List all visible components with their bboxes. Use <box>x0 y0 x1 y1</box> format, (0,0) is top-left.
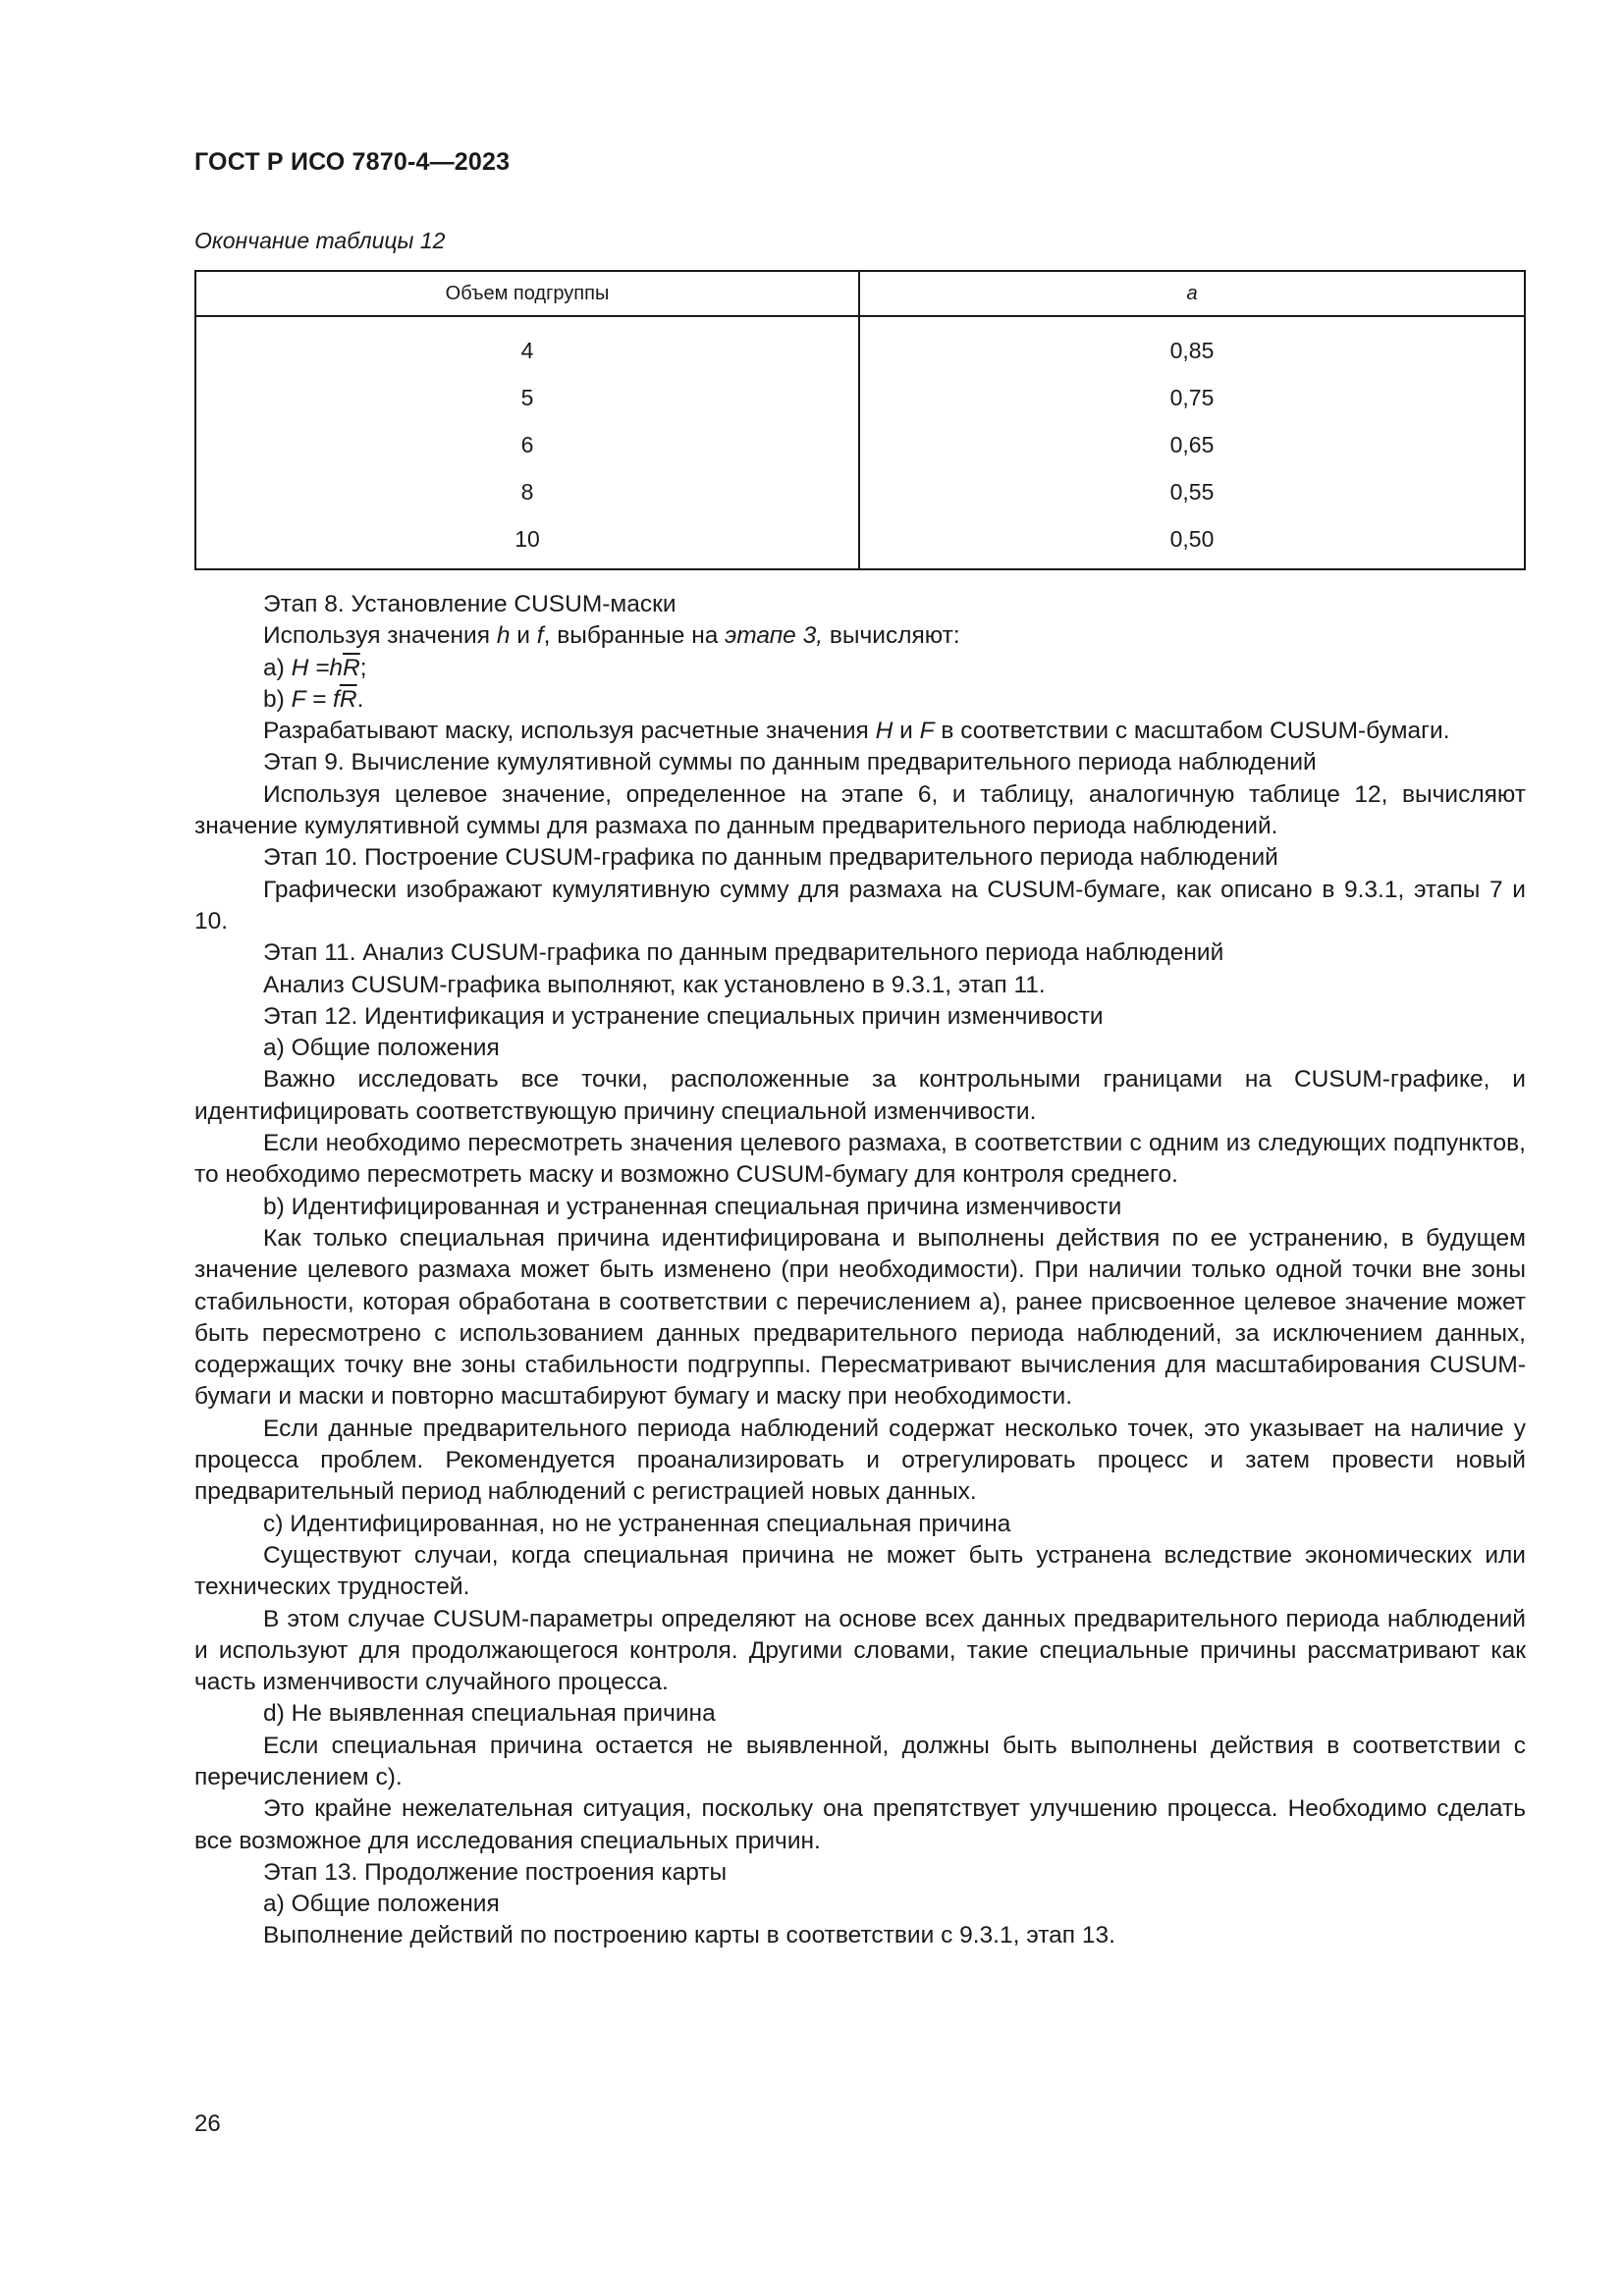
table-row <box>195 316 1525 374</box>
table-cell-subgroup-size: 8 <box>195 468 859 515</box>
page-number: 26 <box>194 2110 221 2137</box>
paragraph <box>194 716 1526 747</box>
text-run: в соответствии с масштабом CUSUM-бумаги. <box>934 718 1450 745</box>
paragraph: В этом случае CUSUM-параметры определяют на основе всех данных предварительного периода наблюдений и используют для продолжающегося контроля. Другими словами, такие специальные причины рассматривают как часть изменчивости случайного процесса. <box>194 1605 1526 1696</box>
text-run: Используя значения <box>263 622 497 650</box>
subheading-d: d) Не выявленная специальная причина <box>263 1700 716 1728</box>
body-text <box>194 589 1526 1952</box>
table-cell-subgroup-size: 6 <box>195 421 859 468</box>
paragraph: Это крайне нежелательная ситуация, поскольку она препятствует улучшению процесса. Необходимо сделать все возможное для исследования специальных причин. <box>194 1795 1526 1854</box>
table-row <box>195 421 1525 468</box>
paragraph: Важно исследовать все точки, расположенные за контрольными границами на CUSUM-графике, и идентифицировать соответствующую причину специальной изменчивости. <box>194 1066 1526 1125</box>
step-reference: этапе 3, <box>725 622 824 650</box>
table-row <box>195 515 1525 569</box>
step-13-heading: Этап 13. Продолжение построения карты <box>263 1858 728 1886</box>
subheading-b: b) Идентифицированная и устраненная специальная причина изменчивости <box>263 1193 1122 1220</box>
paragraph <box>194 620 1526 652</box>
text-run: и <box>510 622 537 650</box>
r-bar-symbol: $\overline{R}$ <box>343 654 360 681</box>
step-11-heading: Этап 11. Анализ CUSUM-графика по данным предварительного периода наблюдений <box>263 939 1224 967</box>
text-run: и <box>893 718 920 745</box>
paragraph: Графически изображают кумулятивную сумму для размаха на CUSUM-бумаге, как описано в 9.3.1, этапы 7 и 10. <box>194 876 1526 934</box>
paragraph: Как только специальная причина идентифицирована и выполнены действия по ее устранению, в будущем значение целевого размаха может быть изменено (при необходимости). При наличии только одной точки вне зоны стабильности, которая обработана в соответствии с перечислением а), ранее присвоенное целевое значение может быть пересмотрено с использованием данных предварительного периода наблюдений, за исключением данных, содержащих точку вне зоны стабильности подгруппы. Пересматривают вычисления для масштабирования CUSUM-бумаги и маски и повторно масштабируют бумагу и маску при необходимости. <box>194 1224 1526 1411</box>
table-row <box>195 374 1525 421</box>
table-cell-a: 0,85 <box>1169 337 1215 363</box>
column-header-a: a <box>859 271 1525 316</box>
paragraph: Выполнение действий по построению карты в соответствии с 9.3.1, этап 13. <box>263 1922 1115 1949</box>
step-10-heading: Этап 10. Построение CUSUM-графика по данным предварительного периода наблюдений <box>263 844 1278 872</box>
table-caption: Окончание таблицы 12 <box>194 228 446 253</box>
step-8-heading: Этап 8. Установление CUSUM-маски <box>263 591 677 617</box>
variable-F: F <box>919 718 935 745</box>
paragraph: Используя целевое значение, определенное на этапе 6, и таблицу, аналогичную таблице 12, вычисляют значение кумулятивной суммы для размаха по данным предварительного периода наблюдений. <box>194 780 1526 840</box>
table-cell-subgroup-size: 10 <box>195 515 859 569</box>
r-bar-symbol: $\overline{R}$ <box>339 685 357 713</box>
table-header-row <box>195 271 1525 316</box>
text-run: вычисляют: <box>823 622 960 650</box>
formula-b <box>194 684 1526 716</box>
step-12-heading: Этап 12. Идентификация и устранение специальных причин изменчивости <box>263 1002 1104 1030</box>
table-cell-a: 0,65 <box>1169 431 1215 457</box>
step-9-heading: Этап 9. Вычисление кумулятивной суммы по данным предварительного периода наблюдений <box>263 749 1317 776</box>
subheading-c: c) Идентифицированная, но не устраненная специальная причина <box>263 1510 1011 1537</box>
list-marker: a) <box>263 654 292 681</box>
text-run: Разрабатывают маску, используя расчетные значения <box>263 718 876 745</box>
formula-text: H =h <box>291 654 344 681</box>
column-header-subgroup-size: Объем подгруппы <box>195 271 859 316</box>
list-marker: b) <box>263 685 292 713</box>
formula-text: F = f <box>291 685 340 713</box>
table-row <box>195 468 1525 515</box>
table-cell-subgroup-size: 5 <box>195 374 859 421</box>
punctuation: . <box>356 685 364 713</box>
punctuation: ; <box>359 654 367 681</box>
table-cell-subgroup-size: 4 <box>195 316 859 374</box>
table-cell-a: 0,55 <box>1169 478 1215 505</box>
paragraph: Если специальная причина остается не выявленной, должны быть выполнены действия в соответствии с перечислением с). <box>194 1732 1526 1790</box>
paragraph: Если необходимо пересмотреть значения целевого размаха, в соответствии с одним из следующих подпунктов, то необходимо пересмотреть маску и возможно CUSUM-бумагу для контроля среднего. <box>194 1130 1526 1189</box>
text-run: , выбранные на <box>543 622 726 650</box>
paragraph: Существуют случаи, когда специальная причина не может быть устранена вследствие экономических или технических трудностей. <box>194 1541 1526 1601</box>
table-cell-a: 0,75 <box>1169 384 1215 410</box>
subheading-a-step13: а) Общие положения <box>263 1891 500 1918</box>
variable-f: f <box>536 622 544 650</box>
paragraph: Анализ CUSUM-графика выполняют, как установлено в 9.3.1, этап 11. <box>263 971 1046 998</box>
variable-h: h <box>496 622 511 650</box>
table-cell-a: 0,50 <box>1169 525 1215 552</box>
formula-a <box>194 653 1526 684</box>
table-12-end <box>194 270 1526 570</box>
subheading-a: a) Общие положения <box>263 1035 500 1062</box>
paragraph: Если данные предварительного периода наблюдений содержат несколько точек, это указывает на наличие у процесса проблем. Рекомендуется проанализировать и отрегулировать процесс и затем провести новый предварительный период наблюдений с регистрацией новых данных. <box>194 1415 1526 1506</box>
variable-H: H <box>875 718 893 745</box>
document-header: ГОСТ Р ИСО 7870-4—2023 <box>194 148 511 176</box>
